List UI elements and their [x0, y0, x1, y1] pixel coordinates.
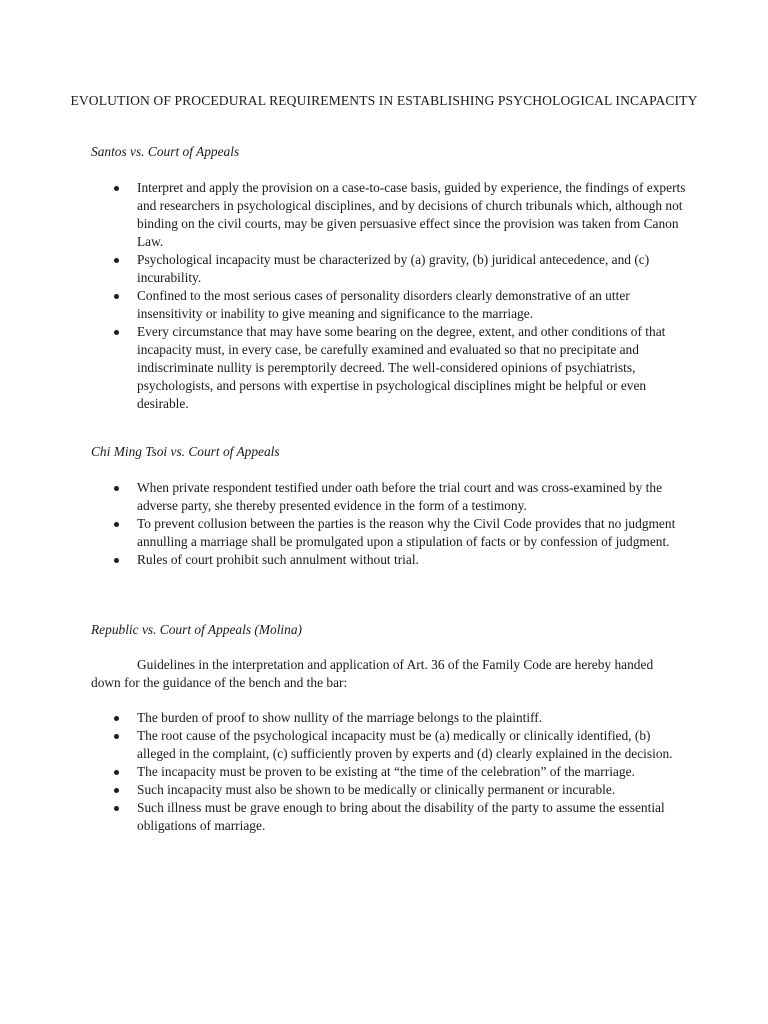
list-item-text: Such incapacity must also be shown to be medically or clinically permanent or incurable.	[137, 782, 616, 797]
section-heading-molina: Republic vs. Court of Appeals (Molina)	[91, 622, 303, 637]
list-item	[91, 709, 691, 727]
list-item-text: Interpret and apply the provision on a case-to-case basis, guided by experience, the findings of experts and researchers in psychological disciplines, and by decisions of church tribunals which, although not binding on the civil courts, may be given persuasive effect since the provision was taken from Canon Law.	[137, 180, 686, 249]
list-item	[91, 479, 691, 515]
list-item	[91, 515, 691, 551]
list-item	[91, 781, 691, 799]
document-title: EVOLUTION OF PROCEDURAL REQUIREMENTS IN ESTABLISHING PSYCHOLOGICAL INCAPACITY	[70, 93, 698, 108]
list-item	[91, 727, 691, 763]
list-item	[91, 251, 691, 287]
list-item-text: The incapacity must be proven to be existing at “the time of the celebration” of the marriage.	[137, 764, 635, 779]
list-item-text: Confined to the most serious cases of personality disorders clearly demonstrative of an utter insensitivity or inability to give meaning and significance to the marriage.	[137, 288, 630, 321]
list-item-text: Psychological incapacity must be characterized by (a) gravity, (b) juridical antecedence, and (c) incurability.	[137, 252, 650, 285]
list-item-text: The burden of proof to show nullity of the marriage belongs to the plaintiff.	[137, 710, 543, 725]
list-item	[91, 179, 691, 251]
section-heading-santos: Santos vs. Court of Appeals	[91, 144, 240, 159]
santos-bullet-list	[91, 179, 691, 413]
list-item-text: Such illness must be grave enough to bring about the disability of the party to assume the essential obligations of marriage.	[137, 800, 665, 833]
molina-intro-paragraph: Guidelines in the interpretation and application of Art. 36 of the Family Code are hereby handed down for the guidance of the bench and the bar:	[91, 657, 654, 690]
list-item	[91, 287, 691, 323]
list-item-text: The root cause of the psychological incapacity must be (a) medically or clinically identified, (b) alleged in the complaint, (c) sufficiently proven by experts and (d) clearly explained in the decision.	[137, 728, 673, 761]
list-item-text: Every circumstance that may have some bearing on the degree, extent, and other conditions of that incapacity must, in every case, be carefully examined and evaluated so that no precipitate and indiscriminate nullity is peremptorily decreed. The well-considered opinions of psychiatrists, psychologists, and persons with expertise in psychological disciplines might be helpful or even desirable.	[137, 324, 666, 411]
bullet-icon	[114, 770, 119, 775]
chi-ming-tsoi-bullet-list	[91, 479, 691, 569]
bullet-icon	[114, 716, 119, 721]
bullet-icon	[114, 734, 119, 739]
list-item	[91, 799, 691, 835]
bullet-icon	[114, 806, 119, 811]
list-item	[91, 763, 691, 781]
bullet-icon	[114, 330, 119, 335]
section-heading-chi-ming-tsoi: Chi Ming Tsoi vs. Court of Appeals	[91, 444, 280, 459]
list-item-text: Rules of court prohibit such annulment without trial.	[137, 552, 419, 567]
bullet-icon	[114, 558, 119, 563]
list-item-text: To prevent collusion between the parties is the reason why the Civil Code provides that no judgment annulling a marriage shall be promulgated upon a stipulation of facts or by confession of judgment.	[137, 516, 676, 549]
bullet-icon	[114, 186, 119, 191]
molina-bullet-list	[91, 709, 691, 835]
list-item-text: When private respondent testified under oath before the trial court and was cross-examined by the adverse party, she thereby presented evidence in the form of a testimony.	[137, 480, 663, 513]
list-item	[91, 323, 691, 413]
bullet-icon	[114, 294, 119, 299]
list-item	[91, 551, 691, 569]
bullet-icon	[114, 522, 119, 527]
bullet-icon	[114, 788, 119, 793]
bullet-icon	[114, 486, 119, 491]
bullet-icon	[114, 258, 119, 263]
